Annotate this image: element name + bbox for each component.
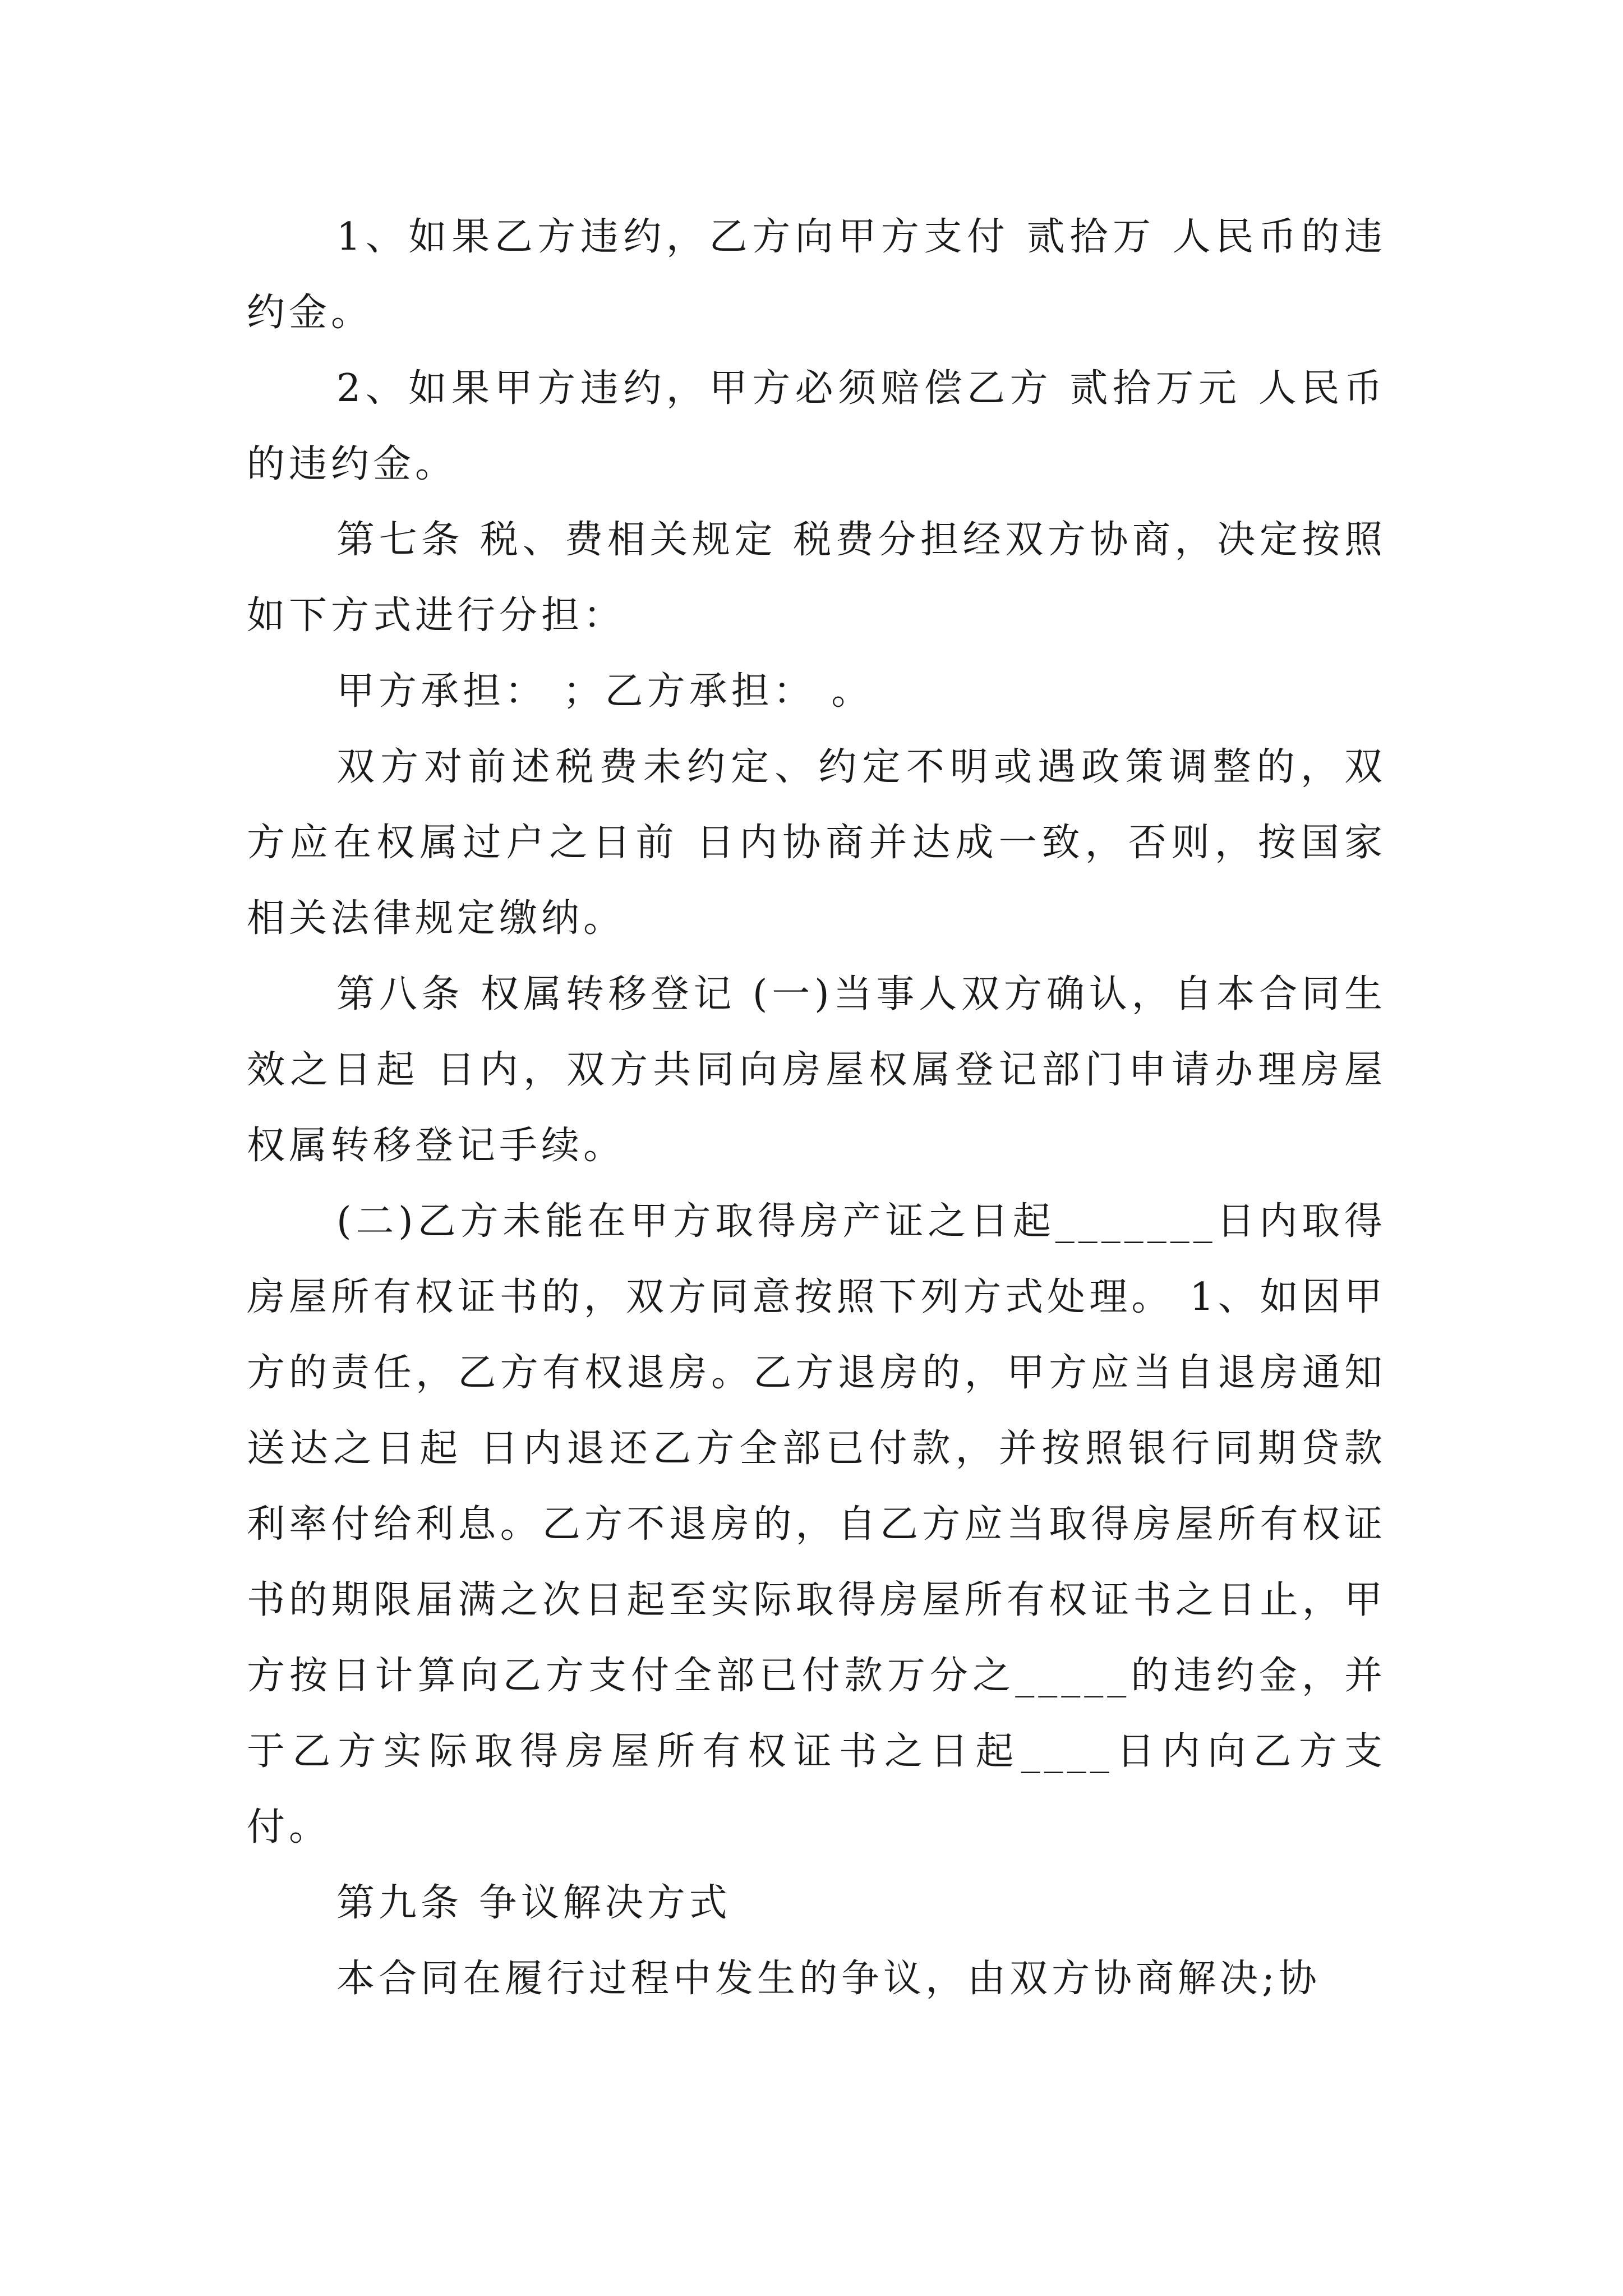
- paragraph-tax-split: 甲方承担： ；乙方承担： 。: [336, 669, 874, 714]
- paragraph-article-9-heading: 第九条 争议解决方式: [336, 1881, 731, 1925]
- paragraph-article-7-heading: 第七条 税、费相关规定 税费分担经双方协商，决定按照如下方式进行分担：: [247, 518, 1386, 638]
- paragraph-breach-party-b: 1、如果乙方违约，乙方向甲方支付 贰拾万 人民币的违约金。: [247, 215, 1386, 335]
- paragraph-breach-party-a: 2、如果甲方违约，甲方必须赔偿乙方 贰拾万元 人民币的违约金。: [247, 366, 1386, 486]
- paragraph-article-8-clause-2: (二)乙方未能在甲方取得房产证之日起_______日内取得房屋所有权证书的，双方同意按照下列方式处理。 1、如因甲方的责任，乙方有权退房。乙方退房的，甲方应当自退房通知送达之日起 日内退还乙方全部已付款，并按照银行同期贷款利率付给利息。乙方不退房的，自乙方应当取得房屋所有权证书的期限届满之次日起至实际取得房屋所有权证书之日止，甲方按日计算向乙方支付全部已付款万分之_____的违约金，并于乙方实际取得房屋所有权证书之日起____日内向乙方支付。: [247, 1199, 1386, 1849]
- paragraph-tax-unresolved: 双方对前述税费未约定、约定不明或遇政策调整的，双方应在权属过户之日前 日内协商并达成一致，否则，按国家相关法律规定缴纳。: [247, 745, 1386, 941]
- paragraph-article-8: 第八条 权属转移登记 (一)当事人双方确认，自本合同生效之日起 日内，双方共同向房屋权属登记部门申请办理房屋权属转移登记手续。: [247, 972, 1386, 1168]
- paragraph-dispute-resolution: 本合同在履行过程中发生的争议，由双方协商解决;协: [336, 1957, 1321, 2001]
- document-body: [247, 199, 1386, 2017]
